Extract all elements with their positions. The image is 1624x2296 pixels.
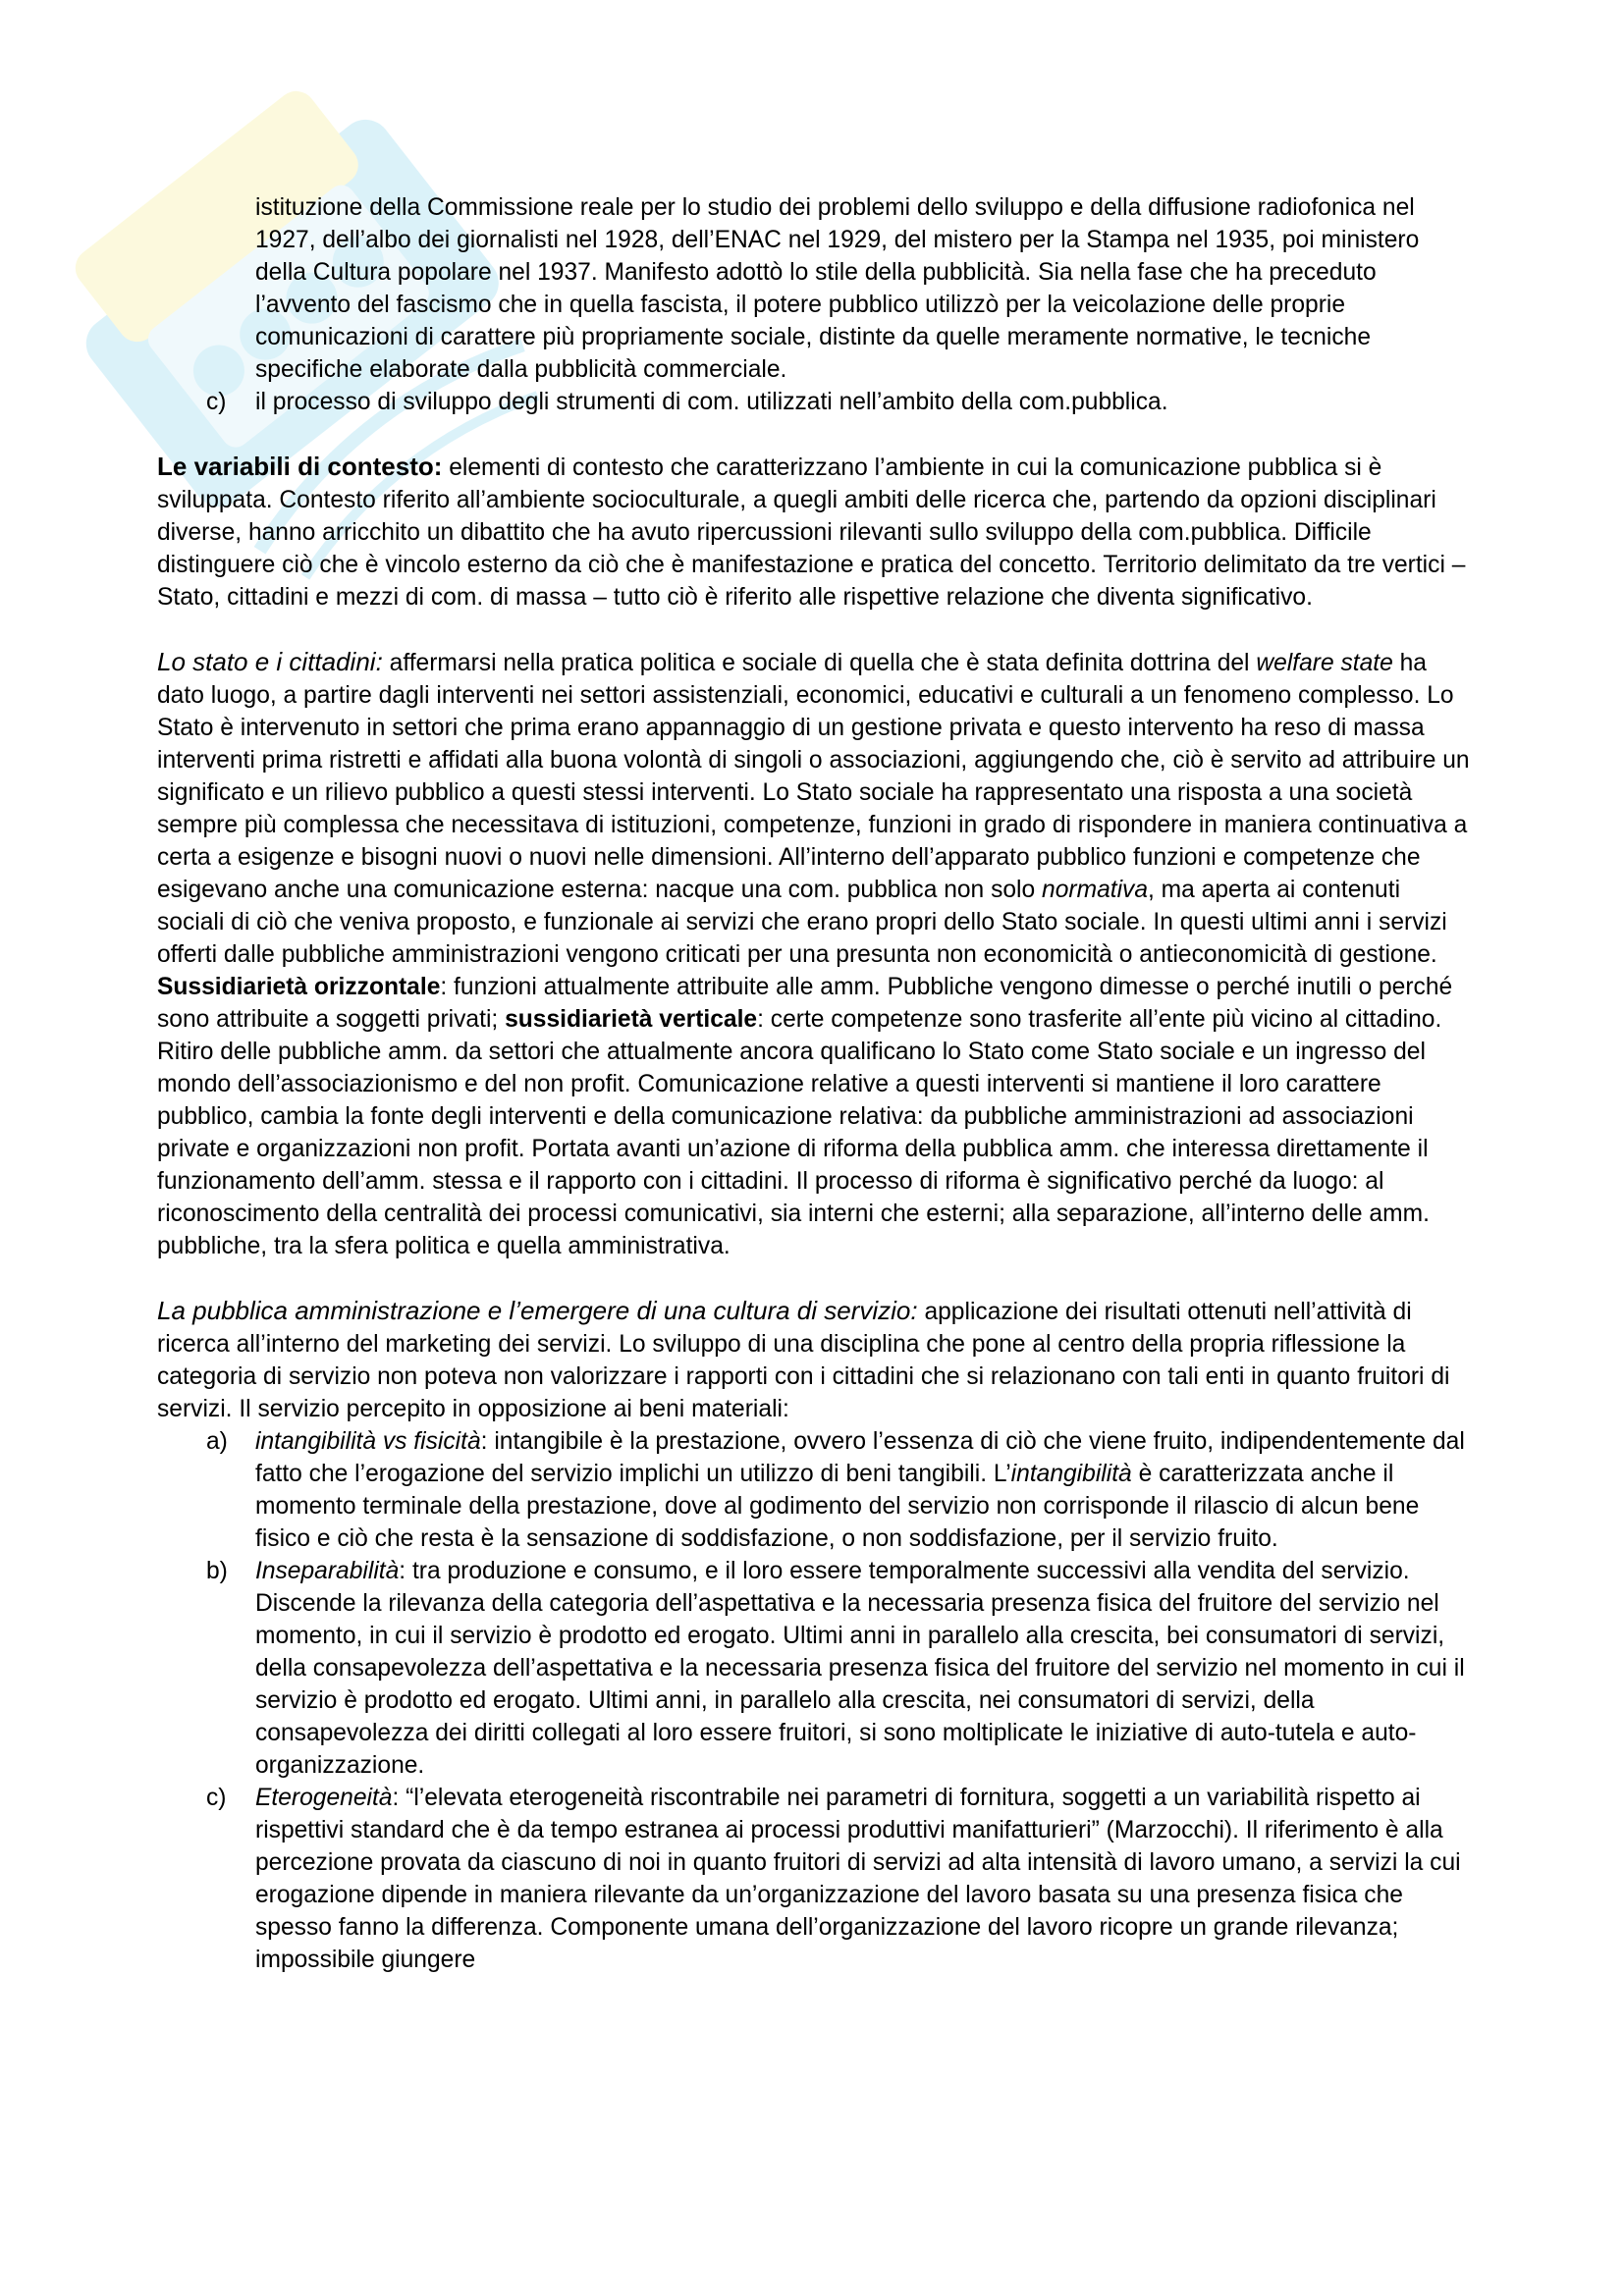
- document-body: [157, 191, 1473, 1976]
- list-marker: c): [206, 389, 227, 415]
- list-item: [157, 1555, 1473, 1782]
- emphasis-text: intangibilità: [1010, 1461, 1132, 1487]
- paragraph-text: affermarsi nella pratica politica e sociale di quella che è stata definita dottrina del: [382, 650, 1257, 676]
- list-item: [157, 1425, 1473, 1555]
- list-marker: c): [206, 1785, 227, 1811]
- list-item: [157, 386, 1473, 418]
- emphasis-text: Eterogeneità: [255, 1785, 393, 1811]
- stato-paragraph: [157, 646, 1473, 1036]
- list-marker: a): [206, 1428, 228, 1455]
- paragraph-text: : funzioni attualmente attribuite alle amm. Pubbliche vengono dimesse o perché inutili o perché sono attribuite a soggetti privati;: [157, 974, 1453, 1033]
- paragraph-text: elementi di contesto che caratterizzano l’ambiente in cui la comunicazione pubblica si è sviluppata. Contesto riferito all’ambiente socioculturale, a quegli ambiti delle ricerca che, partendo da opzioni disciplinari diverse, hanno arricchito un dibattito che ha avuto ripercussioni rilevanti sullo sviluppo della com.pubblica. Difficile distinguere ciò che è vincolo esterno da ciò che è manifestazione e pratica del concetto. Territorio delimitato da tre vertici – Stato, cittadini e mezzi di com. di massa – tutto ciò è riferito alle rispettive relazione che diventa significativo.: [157, 454, 1466, 611]
- stato-paragraph-continued: Ritiro delle pubbliche amm. da settori che attualmente ancora qualificano lo Stato come Stato sociale e un ingresso del mondo dell’associazionismo e del non profit. Comunicazione relative a questi interventi si mantiene il loro carattere pubblico, cambia la fonte degli interventi e della comunicazione relativa: da pubbliche amministrazioni ad associazioni private e organizzazioni non profit. Portata avanti un’azione di riforma della pubblica amm. che interessa direttamente il funzionamento dell’amm. stessa e il rapporto con i cittadini. Il processo di riforma è significativo perché da luogo: al riconoscimento della centralità dei processi comunicativi, sia interni che esterni; alla separazione, all’interno delle amm. pubbliche, tra la sfera politica e quella amministrativa.: [157, 1039, 1430, 1259]
- bold-term: Sussidiarietà orizzontale: [157, 974, 441, 1000]
- emphasis-text: intangibilità vs fisicità: [255, 1428, 481, 1455]
- list-item-text: [255, 1555, 1473, 1782]
- paragraph-text: : intangibile è la prestazione, ovvero l’essenza di ciò che viene fruito, indipendentemente dal fatto che l’erogazione del servizio implichi un utilizzo di beni tangibili. L’: [255, 1428, 1465, 1487]
- bold-term: sussidiarietà verticale: [505, 1006, 758, 1033]
- paragraph-text: , ma aperta ai contenuti sociali di ciò che veniva proposto, e funzionale ai servizi che erano propri dello Stato sociale. In questi ultimi anni i servizi offerti dalle pubbliche amministrazioni vengono criticati per una presunta non economicità o antieconomicità di gestione.: [157, 877, 1447, 968]
- paragraph-text: : “l’elevata eterogeneità riscontrabile nei parametri di fornitura, soggetti a un variabilità rispetto ai rispettivi standard che è da tempo estranea ai processi produttivi manifatturieri” (Marzocchi). Il riferimento è alla percezione provata da ciascuno di noi in quanto fruitori di servizi ad alta intensità di lavoro umano, a servizi la cui erogazione dipende in maniera rilevante da un’organizzazione del lavoro basata su una presenza fisica che spesso fanno la differenza. Componente umana dell’organizzazione del lavoro ricopre un grande rilevanza; impossibile giungere: [255, 1785, 1461, 1973]
- intro-paragraph: istituzione della Commissione reale per lo studio dei problemi dello sviluppo e della diffusione radiofonica nel 1927, dell’albo dei giornalisti nel 1928, dell’ENAC nel 1929, del mistero per la Stampa nel 1935, poi ministero della Cultura popolare nel 1937. Manifesto adottò lo stile della pubblicità. Sia nella fase che ha preceduto l’avvento del fascismo che in quella fascista, il potere pubblico utilizzò per la veicolazione delle proprie comunicazioni di carattere più propriamente sociale, distinte da quelle meramente normative, le tecniche specifiche elaborate dalla pubblicità commerciale.: [255, 194, 1420, 383]
- section-heading: Le variabili di contesto:: [157, 452, 443, 481]
- emphasis-text: normativa: [1042, 877, 1149, 903]
- list-item-text: il processo di sviluppo degli strumenti di com. utilizzati nell’ambito della com.pubblica.: [255, 389, 1168, 415]
- section-heading: Lo stato e i cittadini:: [157, 647, 383, 676]
- paragraph-text: ha dato luogo, a partire dagli interventi nei settori assistenziali, economici, educativi e culturali a un fenomeno complesso. Lo Stato è intervenuto in settori che prima erano appannaggio di un gestione privata e questo intervento ha reso di massa interventi prima ristretti e affidati alla buona volontà di singoli o associazioni, aggiungendo che, ciò è servito ad attribuire un significato e un rilievo pubblico a questi stessi interventi. Lo Stato sociale ha rappresentato una risposta a una società sempre più complessa che necessitava di istituzioni, competenze, funzioni in grado di rispondere in maniera continuativa a certa a esigenze e bisogni nuovi o nuovi nelle dimensioni. All’interno dell’apparato pubblico funzioni e competenze che esigevano anche una comunicazione esterna: nacque una com. pubblica non solo: [157, 650, 1470, 903]
- list-item-text: [255, 1425, 1473, 1555]
- paragraph-text: è caratterizzata anche il momento terminale della prestazione, dove al godimento del servizio non corrisponde il rilascio di alcun bene fisico e ciò che resta è la sensazione di soddisfazione, o non soddisfazione, per il servizio fruito.: [255, 1461, 1420, 1552]
- variabili-paragraph: [157, 451, 1473, 614]
- emphasis-text: Inseparabilità: [255, 1558, 400, 1584]
- list-item: [157, 1782, 1473, 1976]
- list-item-text: [255, 1782, 1473, 1976]
- paragraph-text: : certe competenze sono trasferite all’ente più vicino al cittadino.: [757, 1006, 1442, 1033]
- paragraph-text: applicazione dei risultati ottenuti nell’attività di ricerca all’interno del marketing dei servizi. Lo sviluppo di una disciplina che pone al centro della propria riflessione la categoria di servizio non poteva non valorizzare i rapporti con i cittadini che si relazionano con tali enti in quanto fruitori di servizi. Il servizio percepito in opposizione ai beni materiali:: [157, 1299, 1450, 1422]
- section-heading: La pubblica amministrazione e l’emergere di una cultura di servizio:: [157, 1296, 918, 1325]
- paragraph-text: : tra produzione e consumo, e il loro essere temporalmente successivi alla vendita del servizio. Discende la rilevanza della categoria dell’aspettativa e la necessaria presenza fisica del fruitore del servizio nel momento, in cui il servizio è prodotto ed erogato. Ultimi anni in parallelo alla crescita, bei consumatori di servizi, della consapevolezza dell’aspettativa e la necessaria presenza fisica del fruitore del servizio nel momento in cui il servizio è prodotto ed erogato. Ultimi anni, in parallelo alla crescita, nei consumatori di servizi, della consapevolezza dei diritti collegati al loro essere fruitori, si sono moltiplicate le iniziative di auto-tutela e auto-organizzazione.: [255, 1558, 1465, 1779]
- pa-paragraph: [157, 1295, 1473, 1425]
- list-marker: b): [206, 1558, 228, 1584]
- emphasis-text: welfare state: [1256, 650, 1393, 676]
- service-properties-list: [157, 1425, 1473, 1976]
